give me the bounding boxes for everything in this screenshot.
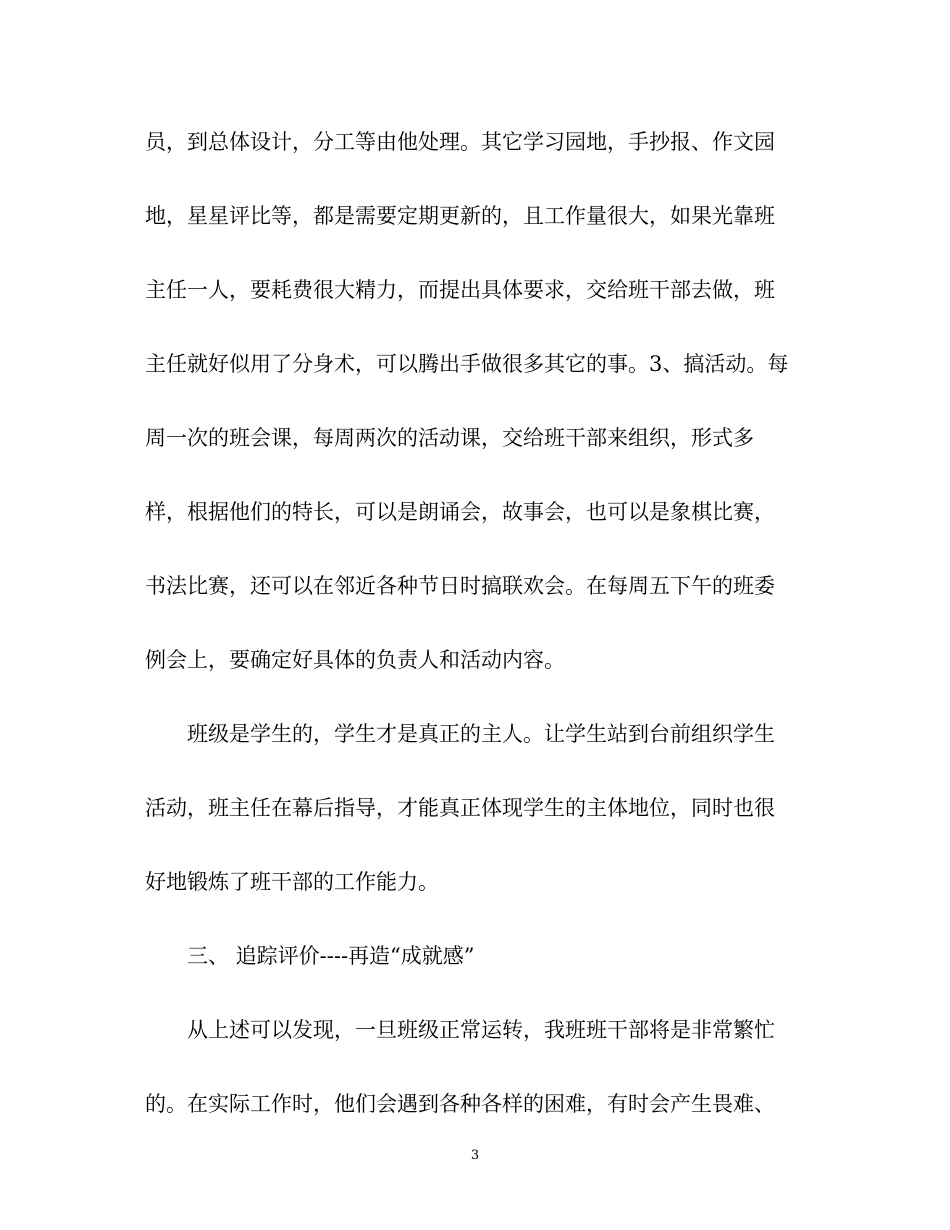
text-line: 好地锻炼了班干部的工作能力。 [145,870,439,894]
text-line: 样，根据他们的特长，可以是朗诵会，故事会，也可以是象棋比赛， [145,500,775,524]
text-line: 主任就好似用了分身术，可以腾出手做很多其它的事。3、搞活动。每 [145,352,789,376]
text-line: 周一次的班会课，每周两次的活动课，交给班干部来组织，形式多 [145,426,754,450]
text-line: 书法比赛，还可以在邻近各种节日时搞联欢会。在每周五下午的班委 [145,574,775,598]
text-line: 例会上，要确定好具体的负责人和活动内容。 [145,648,565,672]
text-line: 主任一人，要耗费很大精力，而提出具体要求，交给班干部去做，班 [145,278,775,302]
text-line: 员，到总体设计，分工等由他处理。其它学习园地，手抄报、作文园 [145,130,775,154]
text-line: 的。在实际工作时，他们会遇到各种各样的困难，有时会产生畏难、 [145,1092,775,1116]
text-line: 活动，班主任在幕后指导，才能真正体现学生的主体地位，同时也很 [145,796,775,820]
section-heading: 三、 追踪评价----再造“成就感” [187,944,475,968]
paragraph-start-line: 从上述可以发现，一旦班级正常运转，我班班干部将是非常繁忙 [187,1018,775,1042]
text-line: 地，星星评比等，都是需要定期更新的，且工作量很大，如果光靠班 [145,204,775,228]
page-number: 3 [470,1148,480,1163]
paragraph-start-line: 班级是学生的，学生才是真正的主人。让学生站到台前组织学生 [187,722,775,746]
